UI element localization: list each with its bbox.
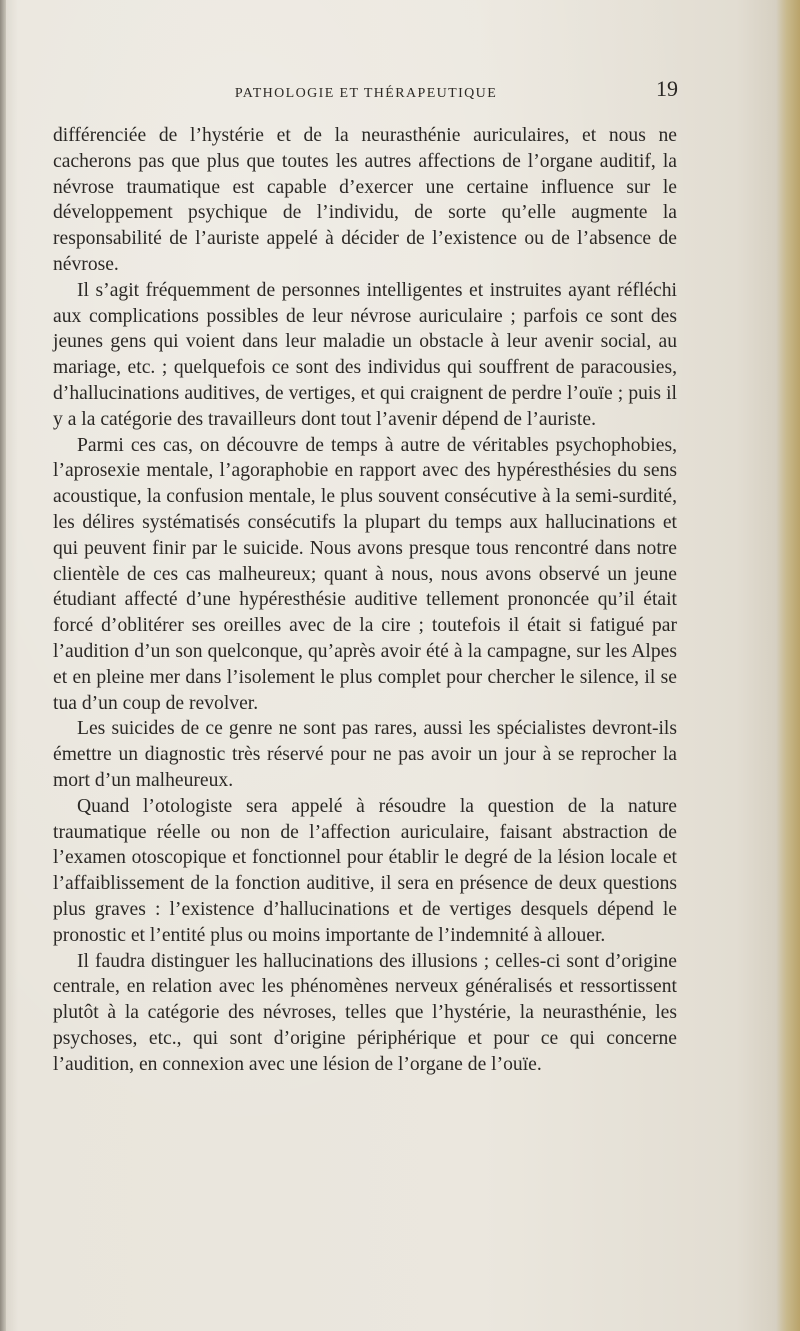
paragraph: Quand l’otologiste sera appelé à résoudre la question de la nature traumatique réelle ou non de l’affection auriculaire, faisant abstraction de l’examen otoscopique et fonctionnel pour établir le degré de la lésion locale et l’affaiblissement de la fonction auditive, il sera en présence de deux questions plus graves : l’existence d’hallucinations et de vertiges desquels dépend le pronostic et l’entité plus ou moins importante de l’indemnité à allouer. bbox=[53, 795, 677, 946]
paragraph: Il faudra distinguer les hallucinations des illusions ; celles-ci sont d’origine centrale, en relation avec les phénomènes nerveux généralisés et ressortissent plutôt à la catégorie des névroses, telles que l’hystérie, la neurasthénie, les psychoses, etc., qui sont d’origine périphérique et pour ce qui concerne l’audition, en connexion avec une lésion de l’organe de l’ouïe. bbox=[53, 950, 677, 1075]
page-number: 19 bbox=[656, 76, 678, 101]
paragraph: Les suicides de ce genre ne sont pas rares, aussi les spécialistes devront-ils émettre un diagnostic très réservé pour ne pas avoir un jour à se reprocher la mort d’un malheureux. bbox=[53, 718, 677, 791]
page-header bbox=[54, 76, 678, 110]
running-title: PATHOLOGIE ET THÉRAPEUTIQUE bbox=[234, 86, 498, 101]
page-gutter-shadow bbox=[0, 0, 6, 1331]
page-edge-discoloration bbox=[776, 0, 800, 1331]
body-text bbox=[53, 123, 677, 1077]
paragraph: Il s’agit fréquemment de personnes intelligentes et instruites ayant réfléchi aux complications possibles de leur névrose auriculaire ; parfois ce sont des jeunes gens qui voient dans leur maladie un obstacle à leur avenir social, au mariage, etc. ; quelquefois ce sont des individus qui souffrent de paracousies, d’hallucinations auditives, de vertiges, et qui craignent de perdre l’ouïe ; puis il y a la catégorie des travailleurs dont tout l’avenir dépend de l’auriste. bbox=[53, 279, 677, 430]
paragraph: Parmi ces cas, on découvre de temps à autre de véritables psychophobies, l’aprosexie mentale, l’agoraphobie en rapport avec des hypéresthésies du sens acoustique, la confusion mentale, le plus souvent consécutive à la semi-surdité, les délires systématisés consécutifs la plupart du temps aux hallucinations et qui peuvent finir par le suicide. Nous avons presque tous rencontré dans notre clientèle de ces cas malheureux; quant à nous, nous avons observé un jeune étudiant affecté d’une hypéresthésie auditive tellement prononcée qu’il était forcé d’oblitérer ses oreilles avec de la cire ; toutefois il était si fatigué par l’audition d’un son quelconque, qu’après avoir été à la campagne, sur les Alpes et en pleine mer dans l’isolement le plus complet pour chercher le silence, il se tua d’un coup de revolver. bbox=[53, 434, 677, 714]
paragraph: différenciée de l’hystérie et de la neurasthénie auriculaires, et nous ne cacherons pas que plus que toutes les autres affections de l’organe auditif, la névrose traumatique est capable d’exercer une certaine influence sur le développement psychique de l’individu, de sorte qu’elle augmente la responsabilité de l’auriste appelé à décider de l’existence ou de l’absence de névrose. bbox=[53, 125, 677, 275]
